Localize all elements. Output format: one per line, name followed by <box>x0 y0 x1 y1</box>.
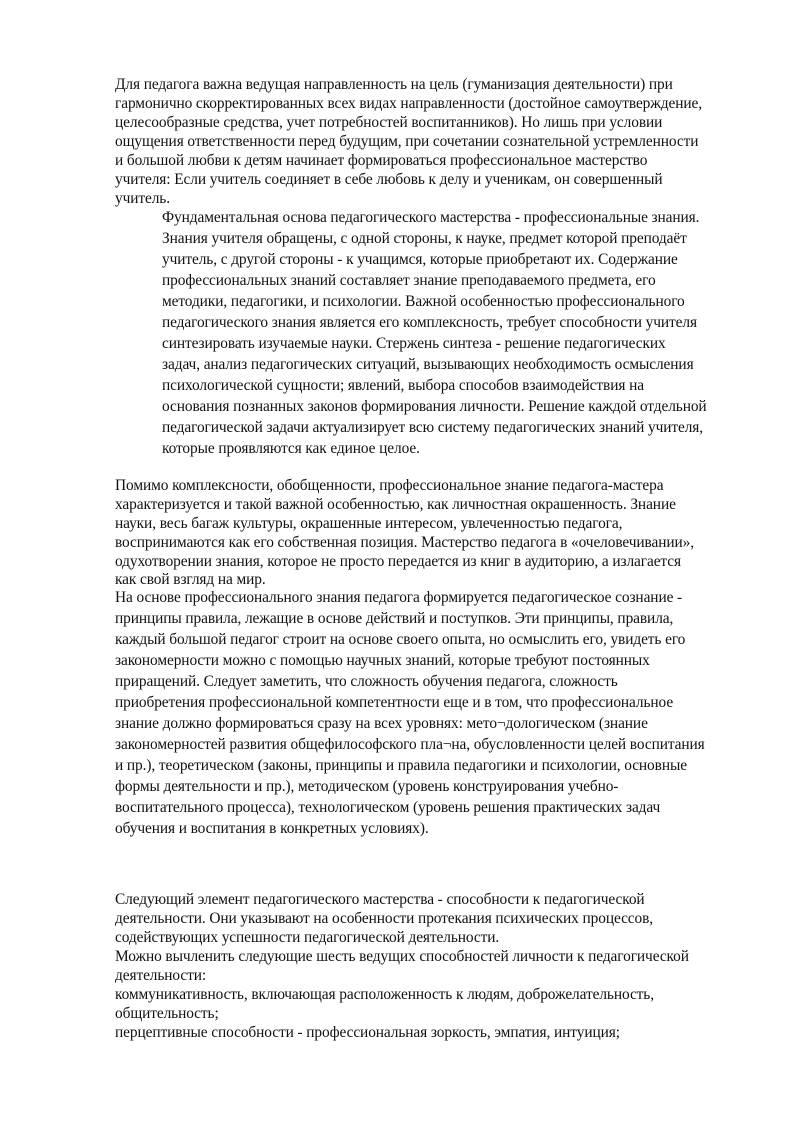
text-line: и большой любви к детям начинает формироваться профессиональное мастерство <box>115 152 648 169</box>
text-line: Помимо комплексности, обобщенности, профессиональное знание педагога-мастера <box>115 477 664 494</box>
text-line: одухотворении знания, которое не просто передается из книг в аудиторию, а излагается <box>115 553 681 570</box>
text-line: Следующий элемент педагогического мастерства - способности к педагогической <box>115 891 645 908</box>
text-line: воспитательного процесса), технологическом (уровень решения практических задач <box>115 799 661 816</box>
text-line: приобретения профессиональной компетентности еще и в том, что профессиональное <box>115 694 674 711</box>
text-line: педагогического знания является его комплексность, требует способности учителя <box>162 314 697 331</box>
text-line: учителя: Если учитель соединяет в себе любовь к делу и ученикам, он совершенный <box>115 171 663 188</box>
text-line: синтезировать изучаемые науки. Стержень синтеза - решение педагогических <box>162 335 666 352</box>
text-line: принципы правила, лежащие в основе действий и поступков. Эти принципы, правила, <box>115 610 674 627</box>
text-line: характеризуется и такой важной особенностью, как личностная окрашенность. Знание <box>115 496 676 513</box>
text-line: приращений. Следует заметить, что сложность обучения педагога, сложность <box>115 673 618 690</box>
text-line: формы деятельности и пр.), методическом (уровень конструирования учебно- <box>115 778 619 795</box>
text-line: науки, весь багаж культуры, окрашенные интересом, увлеченностью педагога, <box>115 515 623 532</box>
text-line: как свой взгляд на мир. <box>115 571 266 588</box>
text-line: общительность; <box>115 1005 219 1022</box>
text-line: основания познанных законов формирования личности. Решение каждой отдельной <box>162 398 707 415</box>
text-line: деятельности. Они указывают на особенности протекания психических процессов, <box>115 910 654 927</box>
text-line: закономерностей развития общефилософского пла¬на, обусловленности целей воспитания <box>115 736 705 753</box>
text-line: и пр.), теоретическом (законы, принципы и правила педагогики и психологии, основные <box>115 757 687 774</box>
text-line: педагогической задачи актуализирует всю систему педагогических знаний учителя, <box>162 419 704 436</box>
text-line: Фундаментальная основа педагогического мастерства - профессиональные знания. <box>162 209 700 226</box>
text-line: обучения и воспитания в конкретных условиях). <box>115 820 429 837</box>
text-line: закономерности можно с помощью научных знаний, которые требуют постоянных <box>115 652 650 669</box>
text-line: учитель, с другой стороны - к учащимся, которые приобретают их. Содержание <box>162 251 678 268</box>
text-line: Можно вычленить следующие шесть ведущих способностей личности к педагогической <box>115 948 689 965</box>
text-line: деятельности: <box>115 967 207 984</box>
text-line: ощущения ответственности перед будущим, при сочетании сознательной устремленности <box>115 133 699 150</box>
text-line: знание должно формироваться сразу на всех уровнях: мето¬дологическом (знание <box>115 715 648 732</box>
text-line: учитель. <box>115 190 170 207</box>
text-line: коммуникативность, включающая расположенность к людям, доброжелательность, <box>115 986 654 1003</box>
text-line: На основе профессионального знания педагога формируется педагогическое сознание - <box>115 589 683 606</box>
text-line: методики, педагогики, и психологии. Важной особенностью профессионального <box>162 293 685 310</box>
text-line: Знания учителя обращены, с одной стороны, к науке, предмет которой преподаёт <box>162 230 687 247</box>
text-line: задач, анализ педагогических ситуаций, вызывающих необходимость осмысления <box>162 356 694 373</box>
text-line: содействующих успешности педагогической деятельности. <box>115 929 500 946</box>
text-line: перцептивные способности - профессиональная зоркость, эмпатия, интуиция; <box>115 1024 620 1041</box>
text-line: которые проявляются как единое целое. <box>162 440 420 457</box>
text-line: профессиональных знаний составляет знание преподаваемого предмета, его <box>162 272 656 289</box>
text-line: каждый большой педагог строит на основе своего опыта, но осмыслить его, увидеть его <box>115 631 686 648</box>
text-line: целесообразные средства, учет потребностей воспитанников). Но лишь при условии <box>115 114 663 131</box>
text-line: Для педагога важна ведущая направленность на цель (гуманизация деятельности) при <box>115 76 673 93</box>
text-line: гармонично скорректированных всех видах направленности (достойное самоутверждение, <box>115 95 703 112</box>
text-line: психологической сущности; явлений, выбора способов взаимодействия на <box>162 377 644 394</box>
text-line: воспринимаются как его собственная позиция. Мастерство педагога в «очеловечивании», <box>115 534 695 551</box>
